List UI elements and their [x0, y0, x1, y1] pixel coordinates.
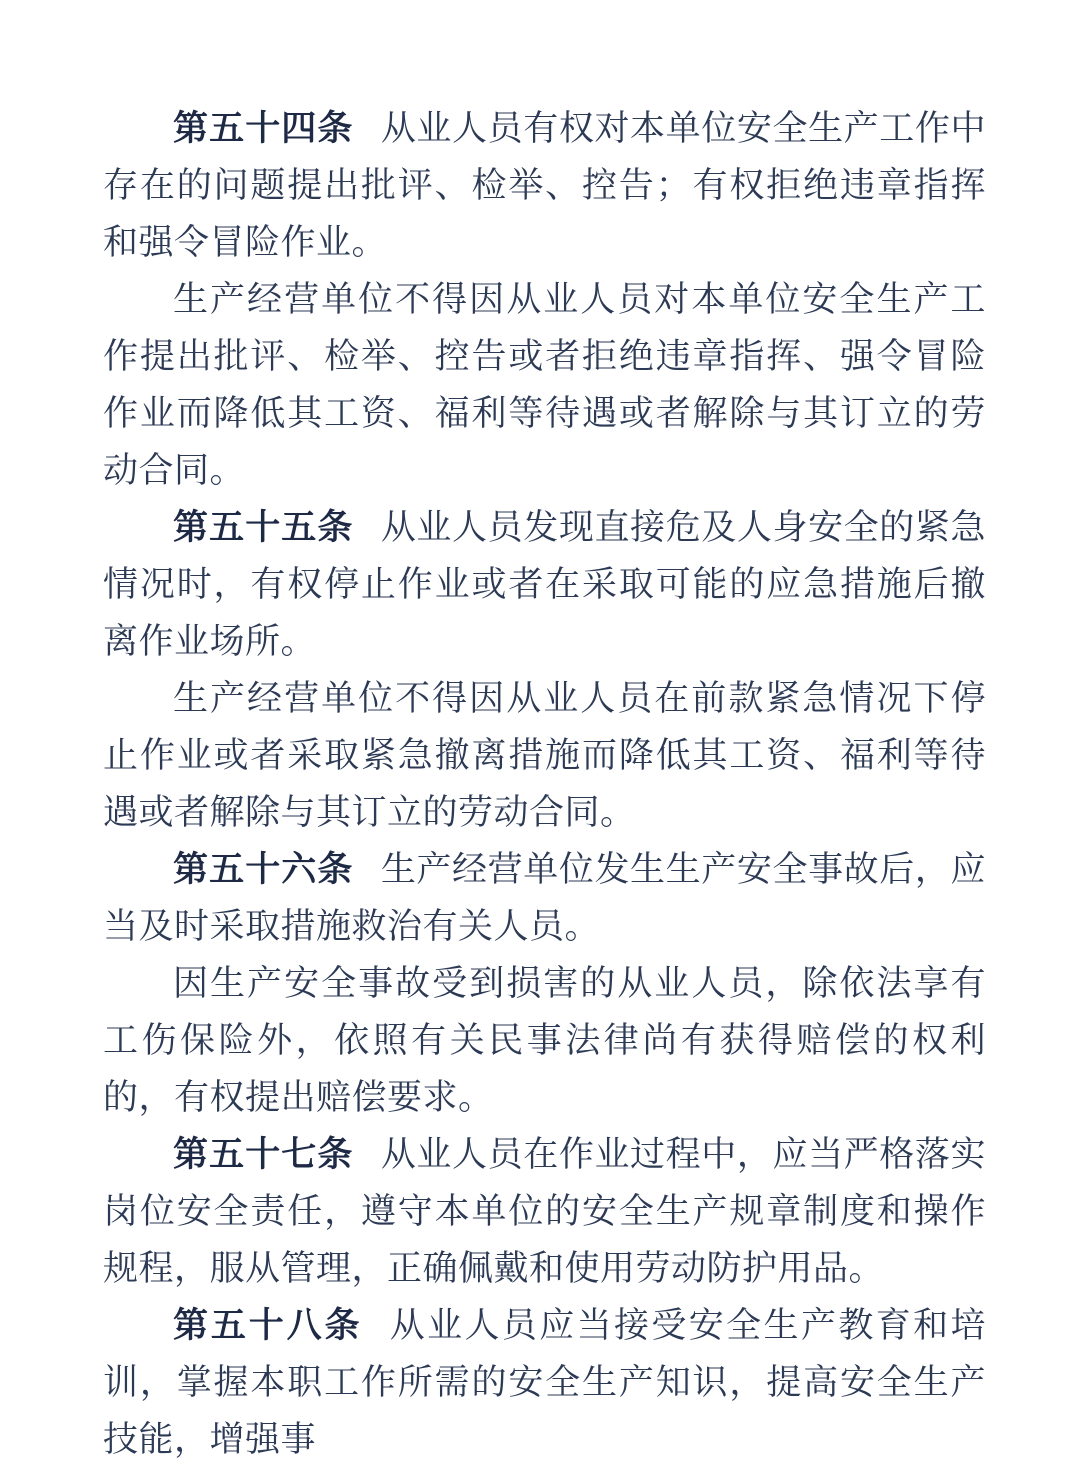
article-opening-text: 从业人员发现直接危及人身安全的紧急情况时，有权停止作业或者在采取可能的应急措施后撤离作业场所。 — [103, 508, 986, 661]
article-number: 第五十六条 — [173, 850, 354, 889]
article-paragraph: 因生产安全事故受到损害的从业人员，除依法享有工伤保险外，依照有关民事法律尚有获得赔偿的权利的，有权提出赔偿要求。 — [103, 964, 986, 1117]
article-opening-paragraph — [103, 1126, 986, 1297]
article-number: 第五十四条 — [173, 109, 354, 148]
article-opening-text: 生产经营单位发生生产安全事故后，应当及时采取措施救治有关人员。 — [103, 850, 986, 946]
article-paragraph: 生产经营单位不得因从业人员在前款紧急情况下停止作业或者采取紧急撤离措施而降低其工资、福利等待遇或者解除与其订立的劳动合同。 — [103, 679, 986, 832]
article-56 — [103, 841, 986, 1126]
article-paragraph: 生产经营单位不得因从业人员对本单位安全生产工作提出批评、检举、控告或者拒绝违章指挥、强令冒险作业而降低其工资、福利等待遇或者解除与其订立的劳动合同。 — [103, 280, 986, 490]
article-number: 第五十五条 — [173, 508, 354, 547]
article-54 — [103, 100, 986, 499]
article-57 — [103, 1126, 986, 1297]
article-opening-paragraph — [103, 841, 986, 955]
article-opening-paragraph — [103, 499, 986, 670]
article-55 — [103, 499, 986, 841]
article-number: 第五十七条 — [173, 1135, 354, 1174]
article-number: 第五十八条 — [173, 1306, 363, 1345]
article-opening-text: 从业人员应当接受安全生产教育和培训，掌握本职工作所需的安全生产知识，提高安全生产技能，增强事 — [103, 1306, 986, 1459]
law-text-body — [103, 100, 986, 1468]
article-opening-paragraph — [103, 100, 986, 271]
article-opening-paragraph — [103, 1297, 986, 1468]
article-58 — [103, 1297, 986, 1468]
article-opening-text: 从业人员有权对本单位安全生产工作中存在的问题提出批评、检举、控告；有权拒绝违章指挥和强令冒险作业。 — [103, 109, 986, 262]
article-opening-text: 从业人员在作业过程中，应当严格落实岗位安全责任，遵守本单位的安全生产规章制度和操作规程，服从管理，正确佩戴和使用劳动防护用品。 — [103, 1135, 986, 1288]
